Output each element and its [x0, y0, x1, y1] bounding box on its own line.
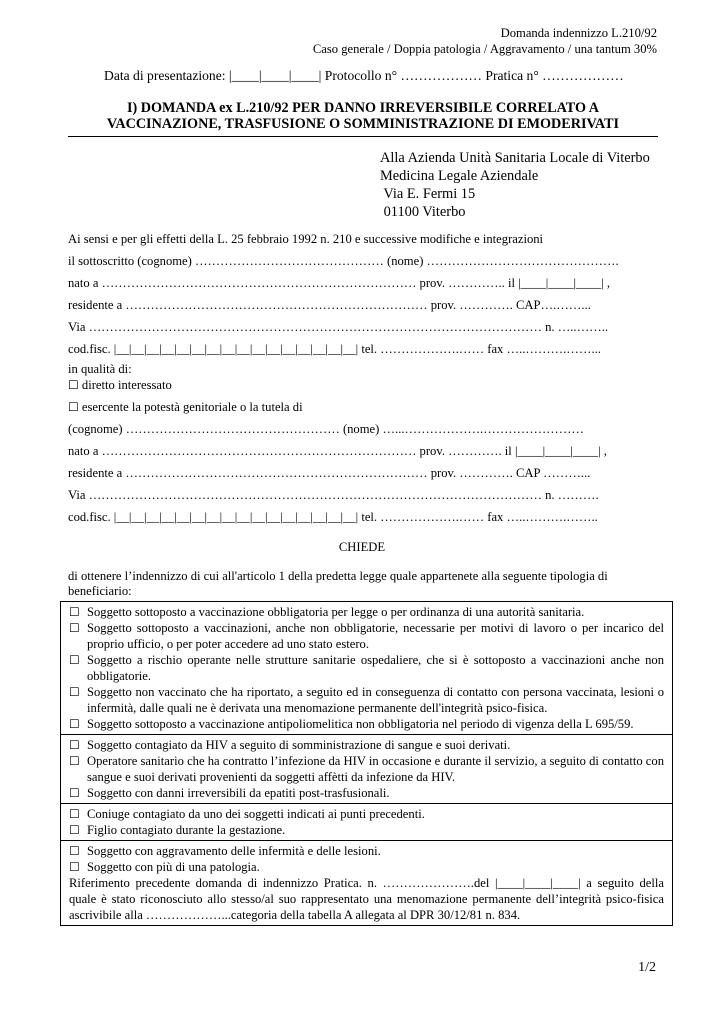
street-line-1: Via ……………………………………………………………………………………………… n. …..…….. — [68, 320, 609, 334]
beneficiary-option — [69, 822, 664, 838]
option-diretto — [68, 378, 172, 393]
checkbox-icon[interactable]: ☐ — [69, 653, 80, 667]
beneficiary-option — [69, 604, 664, 620]
header-form-subtitle: Caso generale / Doppia patologia / Aggravamento / una tantum 30% — [312, 42, 657, 56]
beneficiary-option-label: Soggetto non vaccinato che ha riportato, a seguito ed in conseguenza di contatto con persona vaccinata, lesioni o infermità, dalle quali ne è derivata una menomazione permanente dell'integrità psico-fisica. — [87, 685, 664, 715]
checkbox-icon[interactable]: ☐ — [69, 823, 80, 837]
street-line-2: Via ……………………………………………………………………………………………… n. ………. — [68, 488, 599, 502]
beneficiary-section — [61, 841, 672, 925]
address-line-3: Via E. Fermi 15 — [380, 186, 476, 202]
page-number: 1/2 — [638, 960, 656, 975]
checkbox-icon: ☐ — [68, 378, 79, 392]
beneficiary-option — [69, 785, 664, 801]
beneficiary-option — [69, 684, 664, 716]
sottoscritto-line: il sottoscritto (cognome) ……………………………………… (nome) ………………………………………. — [68, 254, 619, 268]
option-esercente — [68, 400, 303, 415]
checkbox-icon[interactable]: ☐ — [69, 844, 80, 858]
tax-code-line-1: cod.fisc. |__|__|__|__|__|__|__|__|__|__|__|__|__|__|__|__| tel. ……………….…… fax …..……….……... — [68, 342, 601, 356]
residence-line-1: residente a ……………………………………………………………… prov. …………. CAP….……... — [68, 298, 591, 312]
checkbox-icon[interactable]: ☐ — [69, 860, 80, 874]
checkbox-icon[interactable]: ☐ — [69, 786, 80, 800]
beneficiary-option-label: Soggetto sottoposto a vaccinazioni, anche non obbligatorie, necessarie per motivi di lavoro o per incarico del proprio ufficio, o per poter accedere ad uno stato estero. — [87, 621, 664, 651]
beneficiary-option — [69, 806, 664, 822]
checkbox-icon[interactable]: ☐ — [69, 754, 80, 768]
title-line-1: I) DOMANDA ex L.210/92 PER DANNO IRREVERSIBILE CORRELATO A — [126, 100, 600, 116]
option-esercente-label: esercente la potestà genitoriale o la tutela di — [81, 400, 303, 414]
checkbox-icon[interactable]: ☐ — [69, 807, 80, 821]
chiede-heading: CHIEDE — [338, 540, 386, 554]
address-line-4: 01100 Viterbo — [380, 204, 466, 220]
beneficiary-option-label: Soggetto con più di una patologia. — [87, 860, 260, 874]
header-form-title: Domanda indennizzo L.210/92 — [500, 26, 657, 40]
beneficiary-option-label: Coniuge contagiato da uno dei soggetti indicati ai punti precedenti. — [87, 807, 425, 821]
address-block — [380, 149, 650, 221]
beneficiary-option — [69, 652, 664, 684]
beneficiary-option — [69, 737, 664, 753]
title-line-2: VACCINAZIONE, TRASFUSIONE O SOMMINISTRAZIONE DI EMODERIVATI — [106, 116, 620, 132]
residence-line-2: residente a ……………………………………………………………… prov. …………. CAP ………... — [68, 466, 591, 480]
request-text: di ottenere l’indennizzo di cui all'articolo 1 della predetta legge quale appartenete alla seguente tipologia di beneficiario: — [68, 569, 608, 598]
beneficiary-option — [69, 620, 664, 652]
birth-line-1: nato a ………………………………………………………………… prov. ………….. il |____|____|____| , — [68, 276, 611, 290]
beneficiary-option-label: Soggetto a rischio operante nelle strutture sanitarie ospedaliere, che si è sottoposto a vaccinazioni anche non obbligatorie. — [87, 653, 664, 683]
presentation-line: Data di presentazione: |____|____|____| Protocollo n° ……………… Pratica n° ……………… — [104, 68, 624, 83]
beneficiary-option — [69, 859, 664, 875]
beneficiary-option-label: Operatore sanitario che ha contratto l’infezione da HIV in occasione e durante il servizio, a seguito di contatto con sangue e suoi derivati provenienti da soggetti affètti da infezione da HIV. — [87, 754, 664, 784]
beneficiary-option-label: Soggetto contagiato da HIV a seguito di somministrazione di sangue e suoi derivati. — [87, 738, 511, 752]
beneficiary-options-table — [60, 601, 673, 926]
previous-request-reference: Riferimento precedente domanda di indennizzo Pratica. n. ………………….del |____|____|____| a seguito della quale è stato riconosciuto allo stesso/al suo rappresentato una menomazione permanente dell’integrità psico-fisica ascrivibile alla ………………...categoria della tabella A allegata al DPR 30/12/81 n. 834. — [69, 876, 664, 922]
beneficiary-option — [69, 716, 664, 732]
address-line-2: Medicina Legale Aziendale — [380, 168, 539, 184]
checkbox-icon[interactable]: ☐ — [69, 605, 80, 619]
beneficiary-section — [61, 804, 672, 841]
beneficiary-option — [69, 753, 664, 785]
qualita-label: in qualità di: — [68, 362, 132, 376]
checkbox-icon[interactable]: ☐ — [69, 621, 80, 635]
tax-code-line-2: cod.fisc. |__|__|__|__|__|__|__|__|__|__|__|__|__|__|__|__| tel. ……………….…… fax …..……….…….. — [68, 510, 598, 524]
beneficiary-option-label: Soggetto sottoposto a vaccinazione obbligatoria per legge o per ordinanza di una autorità sanitaria. — [87, 605, 585, 619]
beneficiary-option-label: Figlio contagiato durante la gestazione. — [87, 823, 286, 837]
beneficiary-option — [69, 843, 664, 859]
beneficiary-section — [61, 602, 672, 735]
intro-text: Ai sensi e per gli effetti della L. 25 febbraio 1992 n. 210 e successive modifiche e integrazioni — [68, 232, 544, 246]
checkbox-icon[interactable]: ☐ — [69, 738, 80, 752]
birth-line-2: nato a ………………………………………………………………… prov. …………. il |____|____|____| , — [68, 444, 607, 458]
beneficiary-option-label: Soggetto con aggravamento delle infermità e delle lesioni. — [87, 844, 381, 858]
beneficiary-option-label: Soggetto con danni irreversibili da epatiti post-trasfusionali. — [87, 786, 390, 800]
checkbox-icon[interactable]: ☐ — [69, 685, 80, 699]
option-diretto-label: diretto interessato — [81, 378, 172, 392]
document-title — [68, 100, 658, 137]
checkbox-icon[interactable]: ☐ — [69, 717, 80, 731]
checkbox-icon: ☐ — [68, 400, 79, 414]
beneficiary-section — [61, 735, 672, 804]
cognome-line-2: (cognome) …………………………………………… (nome) …...……………….…………………… — [68, 422, 584, 436]
address-line-1: Alla Azienda Unità Sanitaria Locale di Viterbo — [380, 150, 650, 166]
beneficiary-option-label: Soggetto sottoposto a vaccinazione antipoliomelitica non obbligatoria nel periodo di vigenza della L 695/59. — [87, 717, 634, 731]
